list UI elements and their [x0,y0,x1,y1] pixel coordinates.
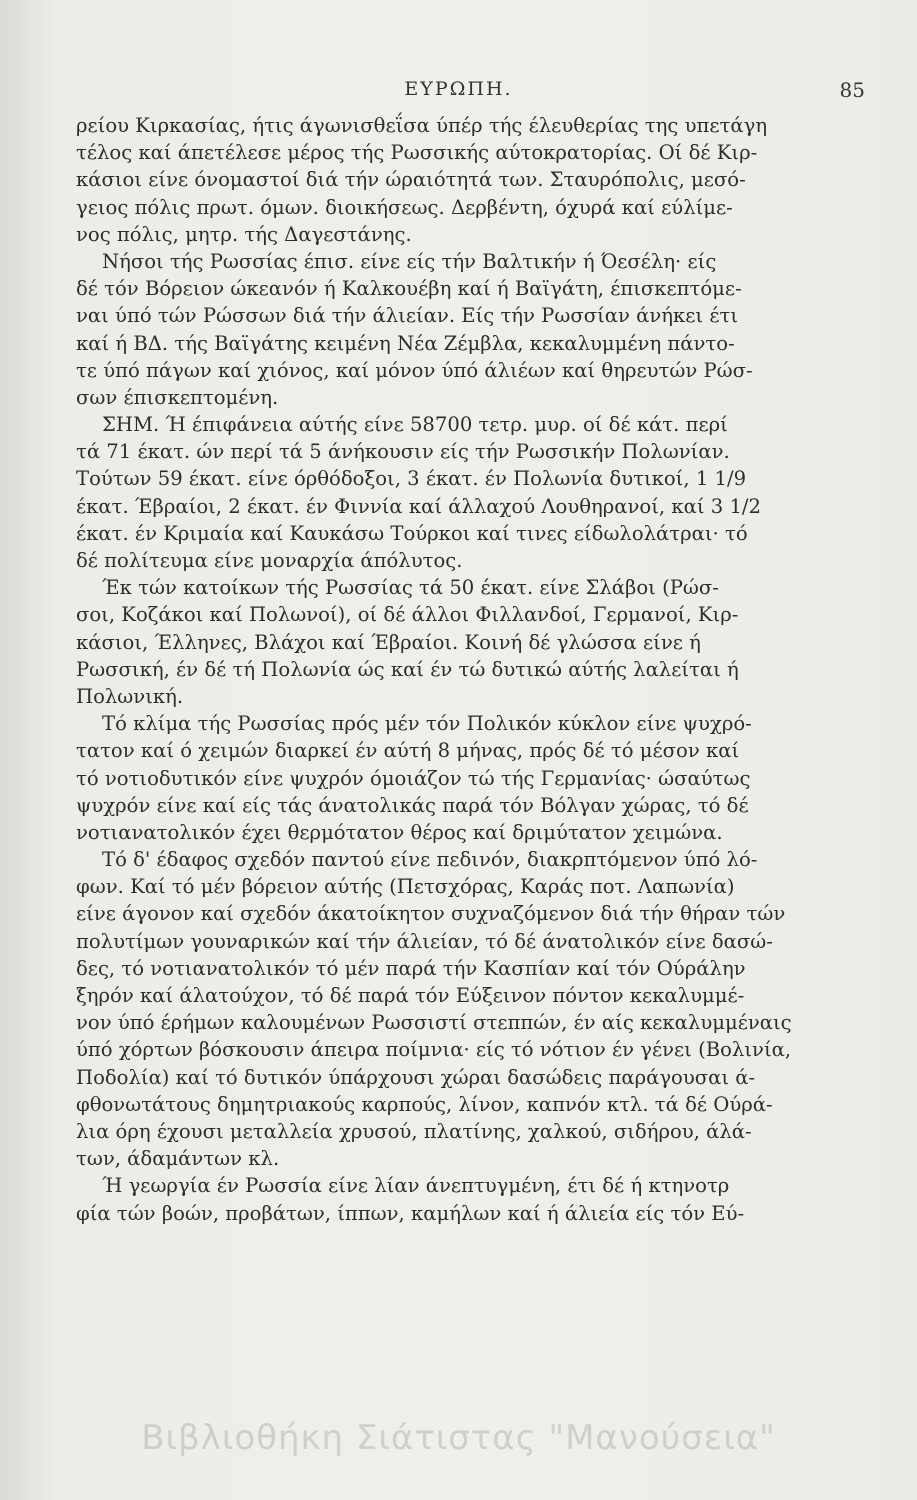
text-line: τατον καί ό χειμών διαρκεί έν αύτή 8 μήνας, πρός δέ τό μέσον καί [76,739,740,763]
text-line: ναι ύπό τών Ρώσσων διά τήν άλιείαν. Είς τήν Ρωσσίαν άνήκει έτι [76,304,739,328]
text-line: δέ πολίτευμα είνε μοναρχία άπόλυτος. [76,549,463,572]
text-line: τέλος καί άπετέλεσε μέρος τής Ρωσσικής αύτοκρατορίας. Οί δέ Κιρ- [76,141,758,165]
text-line: τε ύπό πάγων καί χιόνος, καί μόνον ύπό άλιέων καί θηρευτών Ρώσ- [76,358,753,382]
text-line: τά 71 έκατ. ών περί τά 5 άνήκουσιν είς τήν Ρωσσικήν Πολωνίαν. [76,440,730,464]
text-line: γειος πόλις πρωτ. όμων. διοικήσεως. Δερβέντη, όχυρά καί εύλίμε- [76,195,733,219]
text-line: πολυτίμων γουναρικών καί τήν άλιείαν, τό δέ άνατολικόν είνε δασώ- [76,929,773,953]
text-line: νοτιανατολικόν έχει θερμότατον θέρος καί δριμύτατον χειμώνα. [76,820,723,844]
text-line: Νήσοι τής Ρωσσίας έπισ. είνε είς τήν Βαλτικήν ή Όεσέλη· είς [102,249,717,273]
text-line: ΣΗΜ. Ή έπιφάνεια αύτής είνε 58700 τετρ. μυρ. οί δέ κάτ. περί [102,413,728,437]
text-line: σοι, Κοζάκοι καί Πολωνοί), οί δέ άλλοι Φιλλανδοί, Γερμανοί, Κιρ- [76,603,739,627]
paragraph [76,112,874,248]
text-line: νον ύπό έρήμων καλουμένων Ρωσσιστί στεππών, έν αίς κεκαλυμμέναις [76,1011,792,1035]
paragraph [76,846,874,1172]
body-text [76,112,874,1227]
paragraph [76,574,874,710]
text-line: κάσιοι, Έλληνες, Βλάχοι καί Έβραίοι. Κοινή δέ γλώσσα είνε ή [76,630,701,654]
text-line: έκατ. Έβραίοι, 2 έκατ. έν Φιννία καί άλλαχού Λουθηρανοί, καί 3 1/2 [76,494,761,518]
text-line: φθονωτάτους δημητριακούς καρπούς, λίνον, καπνόν κτλ. τά δέ Ούρά- [76,1092,773,1116]
library-watermark: Βιβλιοθήκη Σιάτιστας "Μανούσεια" [141,1418,776,1458]
text-line: ύπό χόρτων βόσκουσιν άπειρα ποίμνια· είς τό νότιον έν γένει (Βολινία, [76,1038,792,1062]
text-line: καί ή ΒΔ. τής Βαϊγάτης κειμένη Νέα Ζέμβλα, κεκαλυμμένη πάντο- [76,331,735,355]
text-line: Ή γεωργία έν Ρωσσία είνε λίαν άνεπτυγμένη, έτι δέ ή κτηνοτρ [102,1174,730,1198]
text-line: Τό κλίμα τής Ρωσσίας πρός μέν τόν Πολικόν κύκλον είνε ψυχρό- [102,712,752,736]
text-line: κάσιοι είνε όνομαστοί διά τήν ώραιότητά των. Σταυρόπολις, μεσό- [76,168,746,192]
text-line: ξηρόν καί άλατούχον, τό δέ παρά τόν Εύξεινον πόντον κεκαλυμμέ- [76,984,745,1007]
paragraph [76,1172,874,1226]
running-title: ΕΥΡΩΠΗ. [404,78,513,100]
text-line: Τό δ' έδαφος σχεδόν παντού είνε πεδινόν, διακρπτόμενον ύπό λό- [102,848,758,872]
page-number: 85 [839,78,865,102]
text-line: ψυχρόν είνε καί είς τάς άνατολικάς παρά τόν Βόλγαν χώρας, τό δέ [76,793,749,817]
text-line: Έκ τών κατοίκων τής Ρωσσίας τά 50 έκατ. είνε Σλάβοι (Ρώσ- [102,576,719,600]
text-line: Πολωνική. [76,684,184,708]
paragraph [76,411,874,574]
text-line: λια όρη έχουσι μεταλλεία χρυσού, πλατίνης, χαλκού, σιδήρου, άλά- [76,1119,752,1143]
text-line: φία τών βοών, προβάτων, ίππων, καμήλων καί ή άλιεία είς τόν Εύ- [76,1201,745,1225]
text-line: είνε άγονον καί σχεδόν άκατοίκητον συχναζόμενον διά τήν θήραν τών [76,902,786,926]
text-line: τό νοτιοδυτικόν είνε ψυχρόν όμοιάζον τώ τής Γερμανίας· ώσαύτως [76,766,751,790]
text-line: δες, τό νοτιανατολικόν τό μέν παρά τήν Κασπίαν καί τόν Ούράλην [76,956,746,980]
text-line: έκατ. έν Κριμαία καί Καυκάσω Τούρκοι καί τινες είδωλολάτραι· τό [76,521,748,545]
text-line: Τούτων 59 έκατ. είνε όρθόδοξοι, 3 έκατ. έν Πολωνία δυτικοί, 1 1/9 [76,467,747,491]
page-header [0,78,917,102]
text-line: σων έπισκεπτομένη. [76,385,279,409]
text-line: ρείου Κιρκασίας, ήτις άγωνισθεΐσα ύπέρ τής έλευθερίας της υπετάγη [76,114,768,137]
text-line: Ρωσσική, έν δέ τή Πολωνία ώς καί έν τώ δυτικώ αύτής λαλείται ή [76,657,739,681]
text-line: Ποδολία) καί τό δυτικόν ύπάρχουσι χώραι δασώδεις παράγουσαι ά- [76,1065,756,1089]
text-line: των, άδαμάντων κλ. [76,1147,280,1171]
paragraph [76,248,874,411]
text-line: νος πόλις, μητρ. τής Δαγεστάνης. [76,222,412,246]
paragraph [76,710,874,846]
text-line: δέ τόν Βόρειον ώκεανόν ή Καλκουέβη καί ή Βαϊγάτη, έπισκεπτόμε- [76,277,742,301]
text-line: φων. Καί τό μέν βόρειον αύτής (Πετσχόρας, Καράς ποτ. Λαπωνία) [76,875,735,899]
